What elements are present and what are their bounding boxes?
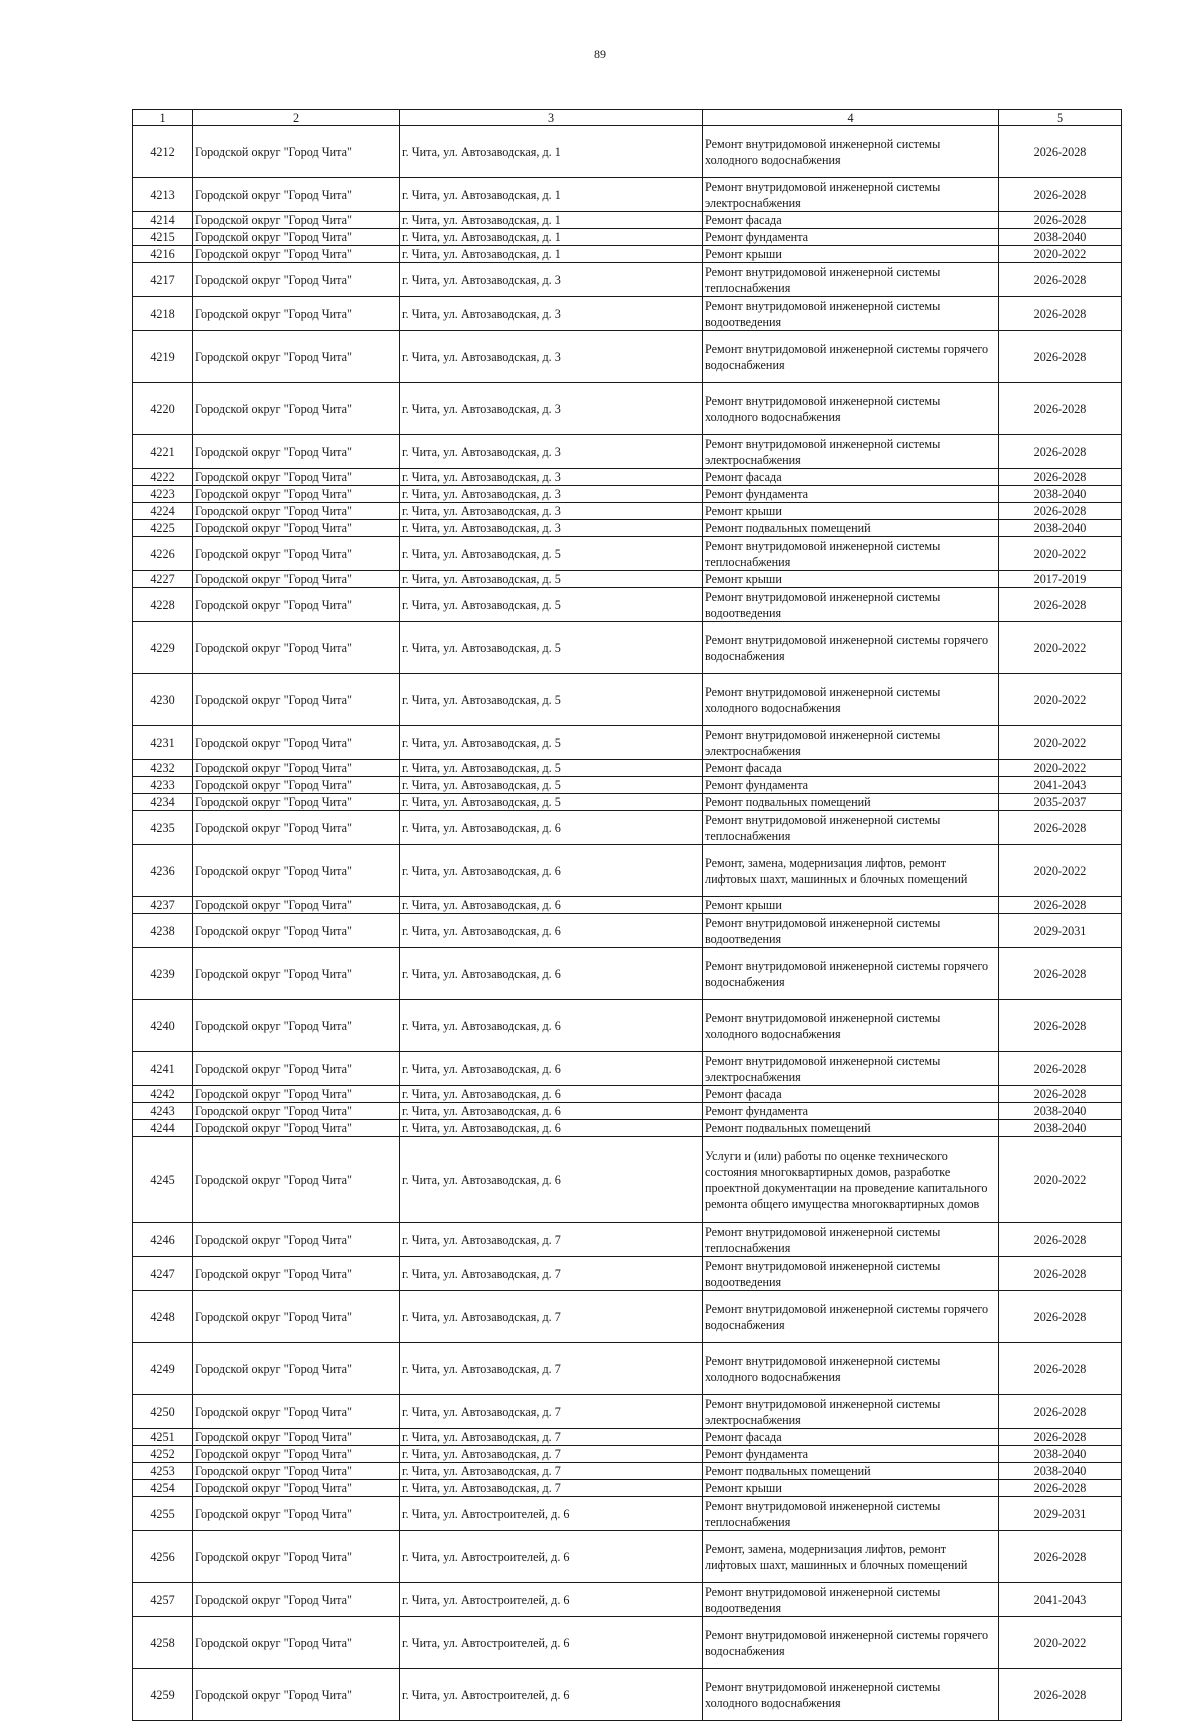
work-type-cell: Ремонт фасада bbox=[703, 469, 999, 486]
municipality-cell: Городской округ "Город Чита" bbox=[193, 1395, 400, 1429]
municipality-cell: Городской округ "Город Чита" bbox=[193, 1463, 400, 1480]
period-cell: 2026-2028 bbox=[999, 1480, 1122, 1497]
work-type-cell: Ремонт крыши bbox=[703, 503, 999, 520]
period-cell: 2026-2028 bbox=[999, 331, 1122, 383]
period-cell: 2026-2028 bbox=[999, 1291, 1122, 1343]
table-row bbox=[133, 1257, 1122, 1291]
row-number-cell: 4244 bbox=[133, 1120, 193, 1137]
period-cell: 2026-2028 bbox=[999, 469, 1122, 486]
work-type-cell: Ремонт, замена, модернизация лифтов, ремонт лифтовых шахт, машинных и блочных помещений bbox=[703, 1531, 999, 1583]
address-cell: г. Чита, ул. Автозаводская, д. 7 bbox=[400, 1257, 703, 1291]
row-number-cell: 4254 bbox=[133, 1480, 193, 1497]
period-cell: 2038-2040 bbox=[999, 520, 1122, 537]
row-number-cell: 4258 bbox=[133, 1617, 193, 1669]
table-row bbox=[133, 1429, 1122, 1446]
period-cell: 2038-2040 bbox=[999, 1446, 1122, 1463]
row-number-cell: 4245 bbox=[133, 1137, 193, 1223]
period-cell: 2026-2028 bbox=[999, 212, 1122, 229]
table-body bbox=[133, 126, 1122, 1721]
address-cell: г. Чита, ул. Автозаводская, д. 7 bbox=[400, 1463, 703, 1480]
table-row bbox=[133, 297, 1122, 331]
address-cell: г. Чита, ул. Автозаводская, д. 6 bbox=[400, 948, 703, 1000]
work-type-cell: Ремонт внутридомовой инженерной системы теплоснабжения bbox=[703, 1497, 999, 1531]
municipality-cell: Городской округ "Город Чита" bbox=[193, 1000, 400, 1052]
period-cell: 2026-2028 bbox=[999, 297, 1122, 331]
municipality-cell: Городской округ "Город Чита" bbox=[193, 1052, 400, 1086]
row-number-cell: 4225 bbox=[133, 520, 193, 537]
period-cell: 2035-2037 bbox=[999, 794, 1122, 811]
row-number-cell: 4214 bbox=[133, 212, 193, 229]
row-number-cell: 4212 bbox=[133, 126, 193, 178]
table-row bbox=[133, 1617, 1122, 1669]
address-cell: г. Чита, ул. Автостроителей, д. 6 bbox=[400, 1497, 703, 1531]
period-cell: 2026-2028 bbox=[999, 178, 1122, 212]
period-cell: 2026-2028 bbox=[999, 263, 1122, 297]
work-type-cell: Ремонт внутридомовой инженерной системы горячего водоснабжения bbox=[703, 1291, 999, 1343]
period-cell: 2026-2028 bbox=[999, 383, 1122, 435]
row-number-cell: 4232 bbox=[133, 760, 193, 777]
table-row bbox=[133, 1052, 1122, 1086]
table-row bbox=[133, 777, 1122, 794]
address-cell: г. Чита, ул. Автозаводская, д. 7 bbox=[400, 1429, 703, 1446]
table-row bbox=[133, 588, 1122, 622]
work-type-cell: Ремонт внутридомовой инженерной системы водоотведения bbox=[703, 588, 999, 622]
address-cell: г. Чита, ул. Автозаводская, д. 6 bbox=[400, 897, 703, 914]
period-cell: 2038-2040 bbox=[999, 1103, 1122, 1120]
period-cell: 2020-2022 bbox=[999, 1617, 1122, 1669]
period-cell: 2026-2028 bbox=[999, 1429, 1122, 1446]
work-type-cell: Ремонт внутридомовой инженерной системы водоотведения bbox=[703, 1583, 999, 1617]
work-type-cell: Ремонт фундамента bbox=[703, 229, 999, 246]
address-cell: г. Чита, ул. Автозаводская, д. 6 bbox=[400, 1103, 703, 1120]
period-cell: 2026-2028 bbox=[999, 1000, 1122, 1052]
address-cell: г. Чита, ул. Автозаводская, д. 7 bbox=[400, 1343, 703, 1395]
municipality-cell: Городской округ "Город Чита" bbox=[193, 726, 400, 760]
period-cell: 2026-2028 bbox=[999, 588, 1122, 622]
work-type-cell: Ремонт внутридомовой инженерной системы теплоснабжения bbox=[703, 263, 999, 297]
row-number-cell: 4221 bbox=[133, 435, 193, 469]
table-row bbox=[133, 503, 1122, 520]
period-cell: 2038-2040 bbox=[999, 1120, 1122, 1137]
table-row bbox=[133, 331, 1122, 383]
work-type-cell: Ремонт фундамента bbox=[703, 1446, 999, 1463]
table-row bbox=[133, 178, 1122, 212]
table-row bbox=[133, 1103, 1122, 1120]
municipality-cell: Городской округ "Город Чита" bbox=[193, 263, 400, 297]
address-cell: г. Чита, ул. Автозаводская, д. 3 bbox=[400, 486, 703, 503]
address-cell: г. Чита, ул. Автозаводская, д. 6 bbox=[400, 811, 703, 845]
column-number-1: 1 bbox=[133, 110, 193, 126]
work-type-cell: Ремонт внутридомовой инженерной системы теплоснабжения bbox=[703, 811, 999, 845]
row-number-cell: 4236 bbox=[133, 845, 193, 897]
municipality-cell: Городской округ "Город Чита" bbox=[193, 486, 400, 503]
table-row bbox=[133, 794, 1122, 811]
work-type-cell: Ремонт внутридомовой инженерной системы холодного водоснабжения bbox=[703, 1000, 999, 1052]
row-number-cell: 4227 bbox=[133, 571, 193, 588]
municipality-cell: Городской округ "Город Чита" bbox=[193, 1086, 400, 1103]
municipality-cell: Городской округ "Город Чита" bbox=[193, 1137, 400, 1223]
page-number: 89 bbox=[594, 47, 606, 61]
work-type-cell: Ремонт крыши bbox=[703, 897, 999, 914]
work-type-cell: Ремонт подвальных помещений bbox=[703, 1120, 999, 1137]
address-cell: г. Чита, ул. Автостроителей, д. 6 bbox=[400, 1583, 703, 1617]
work-type-cell: Ремонт внутридомовой инженерной системы водоотведения bbox=[703, 914, 999, 948]
work-type-cell: Ремонт подвальных помещений bbox=[703, 1463, 999, 1480]
row-number-cell: 4257 bbox=[133, 1583, 193, 1617]
address-cell: г. Чита, ул. Автозаводская, д. 6 bbox=[400, 1086, 703, 1103]
period-cell: 2026-2028 bbox=[999, 1343, 1122, 1395]
municipality-cell: Городской округ "Город Чита" bbox=[193, 622, 400, 674]
row-number-cell: 4220 bbox=[133, 383, 193, 435]
address-cell: г. Чита, ул. Автозаводская, д. 1 bbox=[400, 246, 703, 263]
row-number-cell: 4259 bbox=[133, 1669, 193, 1721]
address-cell: г. Чита, ул. Автозаводская, д. 7 bbox=[400, 1291, 703, 1343]
period-cell: 2026-2028 bbox=[999, 1531, 1122, 1583]
row-number-cell: 4233 bbox=[133, 777, 193, 794]
municipality-cell: Городской округ "Город Чита" bbox=[193, 914, 400, 948]
table-row bbox=[133, 486, 1122, 503]
table-row bbox=[133, 948, 1122, 1000]
table-row bbox=[133, 263, 1122, 297]
table-row bbox=[133, 246, 1122, 263]
row-number-cell: 4248 bbox=[133, 1291, 193, 1343]
table-row bbox=[133, 1000, 1122, 1052]
work-type-cell: Ремонт фундамента bbox=[703, 486, 999, 503]
table-row bbox=[133, 212, 1122, 229]
municipality-cell: Городской округ "Город Чита" bbox=[193, 331, 400, 383]
work-type-cell: Ремонт внутридомовой инженерной системы холодного водоснабжения bbox=[703, 383, 999, 435]
address-cell: г. Чита, ул. Автозаводская, д. 3 bbox=[400, 383, 703, 435]
period-cell: 2038-2040 bbox=[999, 486, 1122, 503]
address-cell: г. Чита, ул. Автостроителей, д. 6 bbox=[400, 1617, 703, 1669]
table-row bbox=[133, 760, 1122, 777]
row-number-cell: 4240 bbox=[133, 1000, 193, 1052]
work-type-cell: Ремонт внутридомовой инженерной системы электроснабжения bbox=[703, 1395, 999, 1429]
municipality-cell: Городской округ "Город Чита" bbox=[193, 674, 400, 726]
municipality-cell: Городской округ "Город Чита" bbox=[193, 777, 400, 794]
municipality-cell: Городской округ "Город Чита" bbox=[193, 1103, 400, 1120]
address-cell: г. Чита, ул. Автозаводская, д. 6 bbox=[400, 1120, 703, 1137]
work-type-cell: Ремонт внутридомовой инженерной системы горячего водоснабжения bbox=[703, 331, 999, 383]
table-row bbox=[133, 622, 1122, 674]
municipality-cell: Городской округ "Город Чита" bbox=[193, 126, 400, 178]
row-number-cell: 4231 bbox=[133, 726, 193, 760]
period-cell: 2029-2031 bbox=[999, 914, 1122, 948]
address-cell: г. Чита, ул. Автозаводская, д. 5 bbox=[400, 674, 703, 726]
address-cell: г. Чита, ул. Автозаводская, д. 7 bbox=[400, 1480, 703, 1497]
municipality-cell: Городской округ "Город Чита" bbox=[193, 1669, 400, 1721]
row-number-cell: 4219 bbox=[133, 331, 193, 383]
work-type-cell: Ремонт фундамента bbox=[703, 1103, 999, 1120]
municipality-cell: Городской округ "Город Чита" bbox=[193, 760, 400, 777]
municipality-cell: Городской округ "Город Чита" bbox=[193, 948, 400, 1000]
period-cell: 2026-2028 bbox=[999, 1395, 1122, 1429]
municipality-cell: Городской округ "Город Чита" bbox=[193, 520, 400, 537]
period-cell: 2026-2028 bbox=[999, 948, 1122, 1000]
work-type-cell: Ремонт внутридомовой инженерной системы холодного водоснабжения bbox=[703, 1343, 999, 1395]
work-type-cell: Ремонт фасада bbox=[703, 212, 999, 229]
municipality-cell: Городской округ "Город Чита" bbox=[193, 229, 400, 246]
work-type-cell: Ремонт внутридомовой инженерной системы горячего водоснабжения bbox=[703, 948, 999, 1000]
municipality-cell: Городской округ "Город Чита" bbox=[193, 537, 400, 571]
column-number-row bbox=[133, 110, 1122, 126]
address-cell: г. Чита, ул. Автозаводская, д. 1 bbox=[400, 229, 703, 246]
table-row bbox=[133, 1583, 1122, 1617]
column-number-4: 4 bbox=[703, 110, 999, 126]
municipality-cell: Городской округ "Город Чита" bbox=[193, 212, 400, 229]
row-number-cell: 4252 bbox=[133, 1446, 193, 1463]
row-number-cell: 4241 bbox=[133, 1052, 193, 1086]
address-cell: г. Чита, ул. Автозаводская, д. 6 bbox=[400, 1137, 703, 1223]
address-cell: г. Чита, ул. Автозаводская, д. 5 bbox=[400, 760, 703, 777]
period-cell: 2026-2028 bbox=[999, 811, 1122, 845]
repair-schedule-table bbox=[132, 109, 1122, 1721]
municipality-cell: Городской округ "Город Чита" bbox=[193, 246, 400, 263]
municipality-cell: Городской округ "Город Чита" bbox=[193, 811, 400, 845]
row-number-cell: 4222 bbox=[133, 469, 193, 486]
municipality-cell: Городской округ "Город Чита" bbox=[193, 1617, 400, 1669]
municipality-cell: Городской округ "Город Чита" bbox=[193, 1446, 400, 1463]
address-cell: г. Чита, ул. Автозаводская, д. 3 bbox=[400, 263, 703, 297]
address-cell: г. Чита, ул. Автозаводская, д. 7 bbox=[400, 1446, 703, 1463]
work-type-cell: Ремонт фасада bbox=[703, 1086, 999, 1103]
row-number-cell: 4253 bbox=[133, 1463, 193, 1480]
municipality-cell: Городской округ "Город Чита" bbox=[193, 1429, 400, 1446]
municipality-cell: Городской округ "Город Чита" bbox=[193, 845, 400, 897]
address-cell: г. Чита, ул. Автозаводская, д. 3 bbox=[400, 520, 703, 537]
period-cell: 2038-2040 bbox=[999, 1463, 1122, 1480]
row-number-cell: 4246 bbox=[133, 1223, 193, 1257]
row-number-cell: 4216 bbox=[133, 246, 193, 263]
address-cell: г. Чита, ул. Автозаводская, д. 6 bbox=[400, 1052, 703, 1086]
address-cell: г. Чита, ул. Автозаводская, д. 5 bbox=[400, 571, 703, 588]
municipality-cell: Городской округ "Город Чита" bbox=[193, 1583, 400, 1617]
row-number-cell: 4229 bbox=[133, 622, 193, 674]
address-cell: г. Чита, ул. Автозаводская, д. 5 bbox=[400, 726, 703, 760]
municipality-cell: Городской округ "Город Чита" bbox=[193, 1531, 400, 1583]
table-row bbox=[133, 383, 1122, 435]
row-number-cell: 4223 bbox=[133, 486, 193, 503]
period-cell: 2041-2043 bbox=[999, 1583, 1122, 1617]
municipality-cell: Городской округ "Город Чита" bbox=[193, 1120, 400, 1137]
work-type-cell: Ремонт внутридомовой инженерной системы электроснабжения bbox=[703, 435, 999, 469]
row-number-cell: 4247 bbox=[133, 1257, 193, 1291]
table-row bbox=[133, 1446, 1122, 1463]
address-cell: г. Чита, ул. Автостроителей, д. 6 bbox=[400, 1669, 703, 1721]
table-row bbox=[133, 1223, 1122, 1257]
table-row bbox=[133, 1291, 1122, 1343]
period-cell: 2026-2028 bbox=[999, 1052, 1122, 1086]
period-cell: 2026-2028 bbox=[999, 126, 1122, 178]
address-cell: г. Чита, ул. Автозаводская, д. 3 bbox=[400, 503, 703, 520]
period-cell: 2026-2028 bbox=[999, 1086, 1122, 1103]
address-cell: г. Чита, ул. Автозаводская, д. 3 bbox=[400, 331, 703, 383]
period-cell: 2020-2022 bbox=[999, 726, 1122, 760]
row-number-cell: 4218 bbox=[133, 297, 193, 331]
table-row bbox=[133, 914, 1122, 948]
address-cell: г. Чита, ул. Автозаводская, д. 5 bbox=[400, 588, 703, 622]
period-cell: 2020-2022 bbox=[999, 537, 1122, 571]
work-type-cell: Ремонт внутридомовой инженерной системы холодного водоснабжения bbox=[703, 674, 999, 726]
period-cell: 2026-2028 bbox=[999, 897, 1122, 914]
municipality-cell: Городской округ "Город Чита" bbox=[193, 571, 400, 588]
work-type-cell: Услуги и (или) работы по оценке технического состояния многоквартирных домов, разработке проектной документации на проведение капитального ремонта общего имущества многоквартирных домов bbox=[703, 1137, 999, 1223]
table-row bbox=[133, 229, 1122, 246]
municipality-cell: Городской округ "Город Чита" bbox=[193, 1257, 400, 1291]
municipality-cell: Городской округ "Город Чита" bbox=[193, 897, 400, 914]
work-type-cell: Ремонт внутридомовой инженерной системы теплоснабжения bbox=[703, 537, 999, 571]
municipality-cell: Городской округ "Город Чита" bbox=[193, 383, 400, 435]
column-number-2: 2 bbox=[193, 110, 400, 126]
address-cell: г. Чита, ул. Автозаводская, д. 6 bbox=[400, 845, 703, 897]
table-row bbox=[133, 435, 1122, 469]
work-type-cell: Ремонт подвальных помещений bbox=[703, 794, 999, 811]
table-row bbox=[133, 674, 1122, 726]
period-cell: 2026-2028 bbox=[999, 435, 1122, 469]
period-cell: 2029-2031 bbox=[999, 1497, 1122, 1531]
row-number-cell: 4255 bbox=[133, 1497, 193, 1531]
table-row bbox=[133, 1480, 1122, 1497]
table-row bbox=[133, 1669, 1122, 1721]
address-cell: г. Чита, ул. Автозаводская, д. 1 bbox=[400, 178, 703, 212]
table-row bbox=[133, 811, 1122, 845]
row-number-cell: 4224 bbox=[133, 503, 193, 520]
work-type-cell: Ремонт крыши bbox=[703, 246, 999, 263]
address-cell: г. Чита, ул. Автозаводская, д. 1 bbox=[400, 212, 703, 229]
work-type-cell: Ремонт внутридомовой инженерной системы горячего водоснабжения bbox=[703, 622, 999, 674]
table-row bbox=[133, 537, 1122, 571]
table-row bbox=[133, 1086, 1122, 1103]
row-number-cell: 4230 bbox=[133, 674, 193, 726]
work-type-cell: Ремонт внутридомовой инженерной системы водоотведения bbox=[703, 1257, 999, 1291]
table-row bbox=[133, 1497, 1122, 1531]
table-row bbox=[133, 1120, 1122, 1137]
row-number-cell: 4242 bbox=[133, 1086, 193, 1103]
address-cell: г. Чита, ул. Автозаводская, д. 6 bbox=[400, 1000, 703, 1052]
municipality-cell: Городской округ "Город Чита" bbox=[193, 588, 400, 622]
municipality-cell: Городской округ "Город Чита" bbox=[193, 794, 400, 811]
row-number-cell: 4243 bbox=[133, 1103, 193, 1120]
address-cell: г. Чита, ул. Автозаводская, д. 6 bbox=[400, 914, 703, 948]
period-cell: 2020-2022 bbox=[999, 674, 1122, 726]
work-type-cell: Ремонт внутридомовой инженерной системы электроснабжения bbox=[703, 178, 999, 212]
address-cell: г. Чита, ул. Автозаводская, д. 3 bbox=[400, 435, 703, 469]
period-cell: 2026-2028 bbox=[999, 1257, 1122, 1291]
work-type-cell: Ремонт внутридомовой инженерной системы электроснабжения bbox=[703, 726, 999, 760]
address-cell: г. Чита, ул. Автозаводская, д. 3 bbox=[400, 469, 703, 486]
table-row bbox=[133, 1137, 1122, 1223]
row-number-cell: 4215 bbox=[133, 229, 193, 246]
municipality-cell: Городской округ "Город Чита" bbox=[193, 297, 400, 331]
period-cell: 2038-2040 bbox=[999, 229, 1122, 246]
table-row bbox=[133, 1343, 1122, 1395]
period-cell: 2020-2022 bbox=[999, 1137, 1122, 1223]
table-row bbox=[133, 1531, 1122, 1583]
address-cell: г. Чита, ул. Автозаводская, д. 7 bbox=[400, 1223, 703, 1257]
period-cell: 2020-2022 bbox=[999, 246, 1122, 263]
work-type-cell: Ремонт фасада bbox=[703, 760, 999, 777]
work-type-cell: Ремонт крыши bbox=[703, 1480, 999, 1497]
address-cell: г. Чита, ул. Автозаводская, д. 3 bbox=[400, 297, 703, 331]
row-number-cell: 4256 bbox=[133, 1531, 193, 1583]
table-row bbox=[133, 520, 1122, 537]
address-cell: г. Чита, ул. Автозаводская, д. 1 bbox=[400, 126, 703, 178]
table-row bbox=[133, 469, 1122, 486]
row-number-cell: 4234 bbox=[133, 794, 193, 811]
table-row bbox=[133, 897, 1122, 914]
row-number-cell: 4228 bbox=[133, 588, 193, 622]
work-type-cell: Ремонт фундамента bbox=[703, 777, 999, 794]
address-cell: г. Чита, ул. Автозаводская, д. 5 bbox=[400, 777, 703, 794]
period-cell: 2017-2019 bbox=[999, 571, 1122, 588]
work-type-cell: Ремонт внутридомовой инженерной системы электроснабжения bbox=[703, 1052, 999, 1086]
work-type-cell: Ремонт фасада bbox=[703, 1429, 999, 1446]
municipality-cell: Городской округ "Город Чита" bbox=[193, 469, 400, 486]
work-type-cell: Ремонт внутридомовой инженерной системы водоотведения bbox=[703, 297, 999, 331]
address-cell: г. Чита, ул. Автозаводская, д. 5 bbox=[400, 537, 703, 571]
municipality-cell: Городской округ "Город Чита" bbox=[193, 503, 400, 520]
work-type-cell: Ремонт внутридомовой инженерной системы горячего водоснабжения bbox=[703, 1617, 999, 1669]
period-cell: 2026-2028 bbox=[999, 1223, 1122, 1257]
municipality-cell: Городской округ "Город Чита" bbox=[193, 1497, 400, 1531]
table-row bbox=[133, 845, 1122, 897]
work-type-cell: Ремонт внутридомовой инженерной системы теплоснабжения bbox=[703, 1223, 999, 1257]
row-number-cell: 4217 bbox=[133, 263, 193, 297]
address-cell: г. Чита, ул. Автостроителей, д. 6 bbox=[400, 1531, 703, 1583]
row-number-cell: 4238 bbox=[133, 914, 193, 948]
address-cell: г. Чита, ул. Автозаводская, д. 7 bbox=[400, 1395, 703, 1429]
municipality-cell: Городской округ "Город Чита" bbox=[193, 178, 400, 212]
period-cell: 2020-2022 bbox=[999, 845, 1122, 897]
municipality-cell: Городской округ "Город Чита" bbox=[193, 1223, 400, 1257]
column-number-3: 3 bbox=[400, 110, 703, 126]
municipality-cell: Городской округ "Город Чита" bbox=[193, 1291, 400, 1343]
municipality-cell: Городской округ "Город Чита" bbox=[193, 435, 400, 469]
period-cell: 2026-2028 bbox=[999, 1669, 1122, 1721]
period-cell: 2041-2043 bbox=[999, 777, 1122, 794]
row-number-cell: 4237 bbox=[133, 897, 193, 914]
column-number-5: 5 bbox=[999, 110, 1122, 126]
work-type-cell: Ремонт, замена, модернизация лифтов, ремонт лифтовых шахт, машинных и блочных помещений bbox=[703, 845, 999, 897]
row-number-cell: 4226 bbox=[133, 537, 193, 571]
row-number-cell: 4251 bbox=[133, 1429, 193, 1446]
address-cell: г. Чита, ул. Автозаводская, д. 5 bbox=[400, 622, 703, 674]
table-row bbox=[133, 571, 1122, 588]
period-cell: 2020-2022 bbox=[999, 760, 1122, 777]
period-cell: 2026-2028 bbox=[999, 503, 1122, 520]
work-type-cell: Ремонт внутридомовой инженерной системы холодного водоснабжения bbox=[703, 126, 999, 178]
row-number-cell: 4235 bbox=[133, 811, 193, 845]
work-type-cell: Ремонт крыши bbox=[703, 571, 999, 588]
period-cell: 2020-2022 bbox=[999, 622, 1122, 674]
row-number-cell: 4250 bbox=[133, 1395, 193, 1429]
row-number-cell: 4239 bbox=[133, 948, 193, 1000]
table-row bbox=[133, 726, 1122, 760]
municipality-cell: Городской округ "Город Чита" bbox=[193, 1480, 400, 1497]
row-number-cell: 4249 bbox=[133, 1343, 193, 1395]
municipality-cell: Городской округ "Город Чита" bbox=[193, 1343, 400, 1395]
table-row bbox=[133, 1395, 1122, 1429]
work-type-cell: Ремонт внутридомовой инженерной системы холодного водоснабжения bbox=[703, 1669, 999, 1721]
address-cell: г. Чита, ул. Автозаводская, д. 5 bbox=[400, 794, 703, 811]
table-row bbox=[133, 1463, 1122, 1480]
work-type-cell: Ремонт подвальных помещений bbox=[703, 520, 999, 537]
table-row bbox=[133, 126, 1122, 178]
row-number-cell: 4213 bbox=[133, 178, 193, 212]
